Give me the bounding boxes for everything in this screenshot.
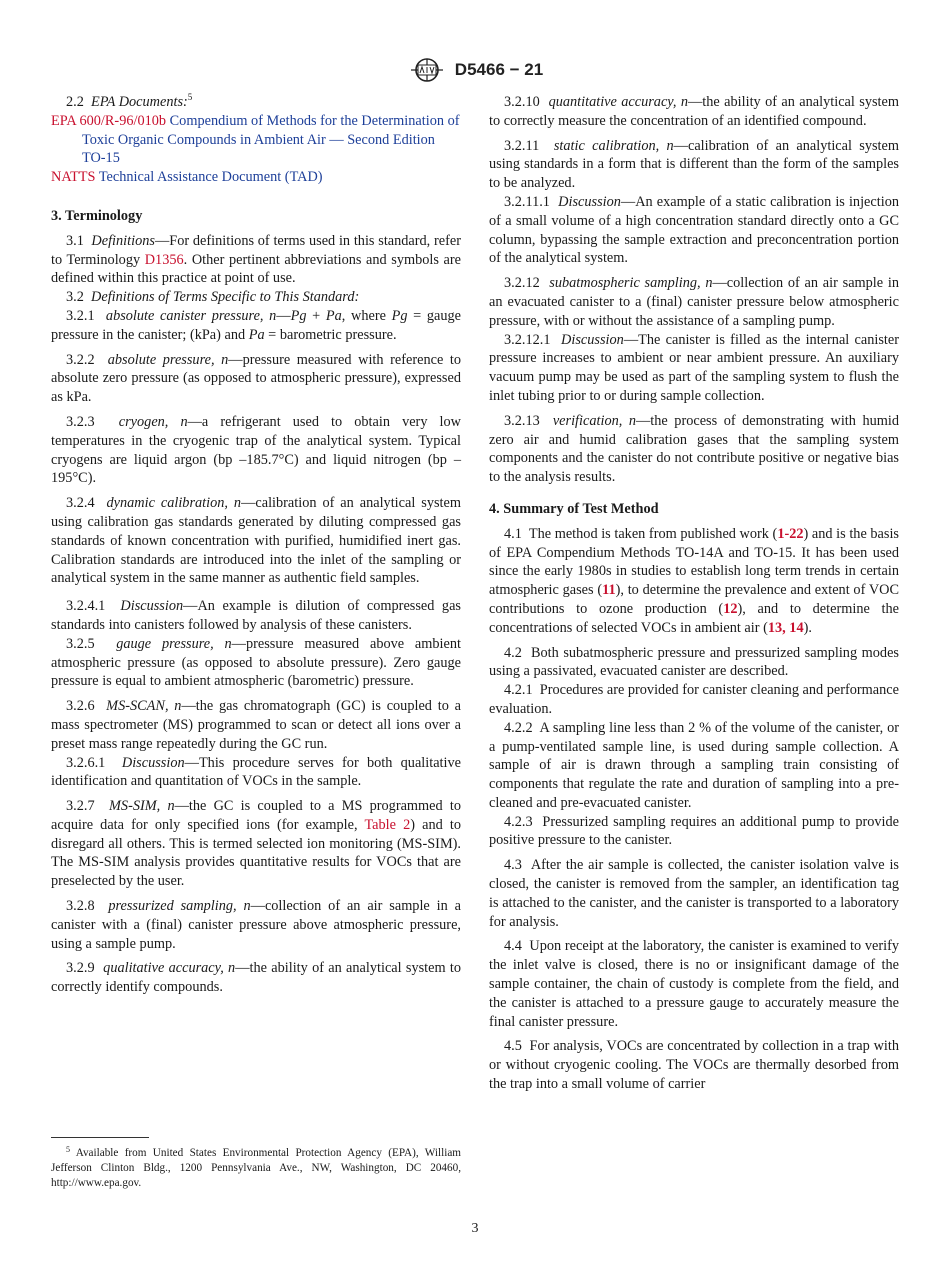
footnote-divider xyxy=(51,1137,149,1138)
ref-link-11[interactable]: 11 xyxy=(602,582,616,599)
ref-link-13-14[interactable]: 13, 14 xyxy=(767,619,804,636)
section-4-heading: 4. Summary of Test Method xyxy=(489,500,659,517)
para-4-5: 4.5 For analysis, VOCs are concentrated by collection in a trap with or without cryogenic cooling. The VOCs are thermally desorbed from the trap into a small volume of carrier xyxy=(489,1038,899,1093)
ref-link-12[interactable]: 12 xyxy=(723,600,738,617)
page-number: 3 xyxy=(471,1221,479,1236)
reference-natts-tad[interactable]: NATTS Technical Assistance Document (TAD) xyxy=(51,169,323,186)
para-3-2-2: 3.2.2 absolute pressure, n—pressure measured with reference to absolute zero pressure (as opposed to atmospheric pressure), expressed as kPa. xyxy=(51,351,461,406)
para-3-2-13: 3.2.13 verification, n—the process of demonstrating with humid zero air and humid calibration gases that the sampling system components and the canister do not contribute positive or negative bias to the analysis results. xyxy=(489,412,899,486)
para-4-2-2: 4.2.2 A sampling line less than 2 % of the volume of the canister, or a pump-ventilated sample line, is used during sample collection. A sample of air is drawn through a sampling train consisting of components that regulate the rate and duration of sampling into a pre-cleaned and pre-evacuated canister. xyxy=(489,719,899,811)
para-4-2-3: 4.2.3 Pressurized sampling requires an additional pump to provide positive pressure to the canister. xyxy=(489,813,899,849)
para-3-2-12-1: 3.2.12.1 Discussion—The canister is filled as the internal canister pressure increases to ambient or near ambient pressure. An auxiliary vacuum pump may be used as part of the sampling system to flush the inlet tubing prior to or during sample collection. xyxy=(489,331,899,404)
right-column xyxy=(489,93,899,1094)
para-4-2-1: 4.2.1 Procedures are provided for canister cleaning and performance evaluation. xyxy=(489,682,899,717)
para-3-2-11: 3.2.11 static calibration, n—calibration of an analytical system using standards in a form that is different than the form of the samples to be analyzed. xyxy=(489,137,899,192)
para-3-2-6: 3.2.6 MS-SCAN, n—the gas chromatograph (GC) is coupled to a mass spectrometer (MS) programmed to scan or detect all ions over a preset mass range repeatedly during the GC run. xyxy=(51,698,461,752)
link-table-2[interactable]: Table 2 xyxy=(364,816,411,833)
footnote-5: $^5$ Available from United States Environmental Protection Agency (EPA), William Jefferson Clinton Bldg., 1200 Pennsylvania Ave., NW, Washington, DC 20460, http://www.epa.gov. xyxy=(51,1145,461,1190)
epa-documents-heading: 2.2 EPA Documents:$^5$ xyxy=(66,92,193,110)
para-4-3: 4.3 After the air sample is collected, the canister isolation valve is closed, the canister is removed from the sampler, an identification tag is attached to the canister, and the canister is transported to a laboratory for analysis. xyxy=(489,857,899,930)
para-3-2-11-1: 3.2.11.1 Discussion—An example of a static calibration is injection of a small volume of a high concentration standard directly onto a GC column, bypassing the sample extraction and preconcentration portion of the analytical system. xyxy=(489,193,899,267)
para-3-2-9: 3.2.9 qualitative accuracy, n—the ability of an analytical system to correctly identify compounds. xyxy=(51,960,462,996)
para-3-2-1: 3.2.1 absolute canister pressure, n—Pg + Pa, where Pg = gauge pressure in the canister; (kPa) and Pa = barometric pressure. xyxy=(51,307,462,343)
para-3-2-6-1: 3.2.6.1 Discussion—This procedure serves for both qualitative identification and quantitation of VOCs in the sample. xyxy=(51,754,461,790)
para-3-2: 3.2 Definitions of Terms Specific to This Standard: xyxy=(66,289,360,306)
para-3-2-12: 3.2.12 subatmospheric sampling, n—collection of an air sample in an evacuated canister to a (final) canister pressure below atmospheric pressure, with or without the assistance of a sampling pump. xyxy=(489,275,900,329)
para-3-2-4: 3.2.4 dynamic calibration, n—calibration of an analytical system using calibration gas standards generated by diluting compressed gas standards of known concentration with purified, humidified inert gas. Calibration standards are introduced into the inlet of the sampling or analytical system in the same manner as authentic field samples. xyxy=(51,495,461,587)
left-column xyxy=(51,93,461,997)
ref-link-1-22[interactable]: 1-22 xyxy=(777,525,804,542)
para-3-2-7: 3.2.7 MS-SIM, n—the GC is coupled to a MS programmed to acquire data for only specified ions (for example, Table 2) and to disregard all others. This is termed selected ion monitoring (MS-SIM). The MS-SIM analysis provides quantitative results for VOCs that are preselected by the user. xyxy=(51,798,461,890)
para-4-2: 4.2 Both subatmospheric pressure and pressurized sampling modes using a passivated, evacuated canister are described. xyxy=(489,644,899,680)
document-id: D5466 − 21 xyxy=(454,60,544,79)
para-4-4: 4.4 Upon receipt at the laboratory, the canister is examined to verify the inlet valve is closed, there is no or insignificant damage of the sample container, the chain of custody is complete from the field, and the canister is attached to a pressure gauge to accurately measure the final canister pressure. xyxy=(489,938,899,1030)
link-d1356[interactable]: D1356 xyxy=(144,251,184,268)
para-3-2-4-1: 3.2.4.1 Discussion—An example is dilution of compressed gas standards into canisters followed by analysis of these canisters. xyxy=(51,598,461,633)
para-4-1: 4.1 The method is taken from published work (1-22) and is the basis of EPA Compendium Methods TO-14A and TO-15. It has been used since the early 1980s in studies to establish long term trends in certain atmospheric gases (11), to determine the prevalence and extent of VOC contributions to ozone production (12), and to determine the concentrations of selected VOCs in ambient air (13, 14). xyxy=(489,525,900,636)
astm-logo-icon xyxy=(407,57,447,83)
para-3-2-10: 3.2.10 quantitative accuracy, n—the ability of an analytical system to correctly measure the concentration of an identified compound. xyxy=(489,94,899,129)
para-3-2-8: 3.2.8 pressurized sampling, n—collection of an air sample in a canister with a (final) canister pressure above atmospheric pressure, using a sample pump. xyxy=(51,898,461,952)
reference-epa-600[interactable]: EPA 600/R-96/010b Compendium of Methods for the Determination of Toxic Organic Compounds in Ambient Air — Second Edition TO-15 xyxy=(51,112,460,167)
para-3-1: 3.1 Definitions—For definitions of terms used in this standard, refer to Terminology D1356. Other pertinent abbreviations and symbols are defined within this practice at point of use. xyxy=(51,232,461,287)
page-header xyxy=(0,56,950,84)
section-3-heading: 3. Terminology xyxy=(51,207,143,224)
para-3-2-5: 3.2.5 gauge pressure, n—pressure measured above ambient atmospheric pressure (as opposed to absolute pressure). Zero gauge pressure is equal to ambient atmospheric (barometric) pressure. xyxy=(51,635,461,690)
para-3-2-3: 3.2.3 cryogen, n—a refrigerant used to obtain very low temperatures in the cryogenic trap of the analytical system. Typical cryogens are liquid argon (bp –185.7°C) and liquid nitrogen (bp –195°C). xyxy=(51,413,461,487)
